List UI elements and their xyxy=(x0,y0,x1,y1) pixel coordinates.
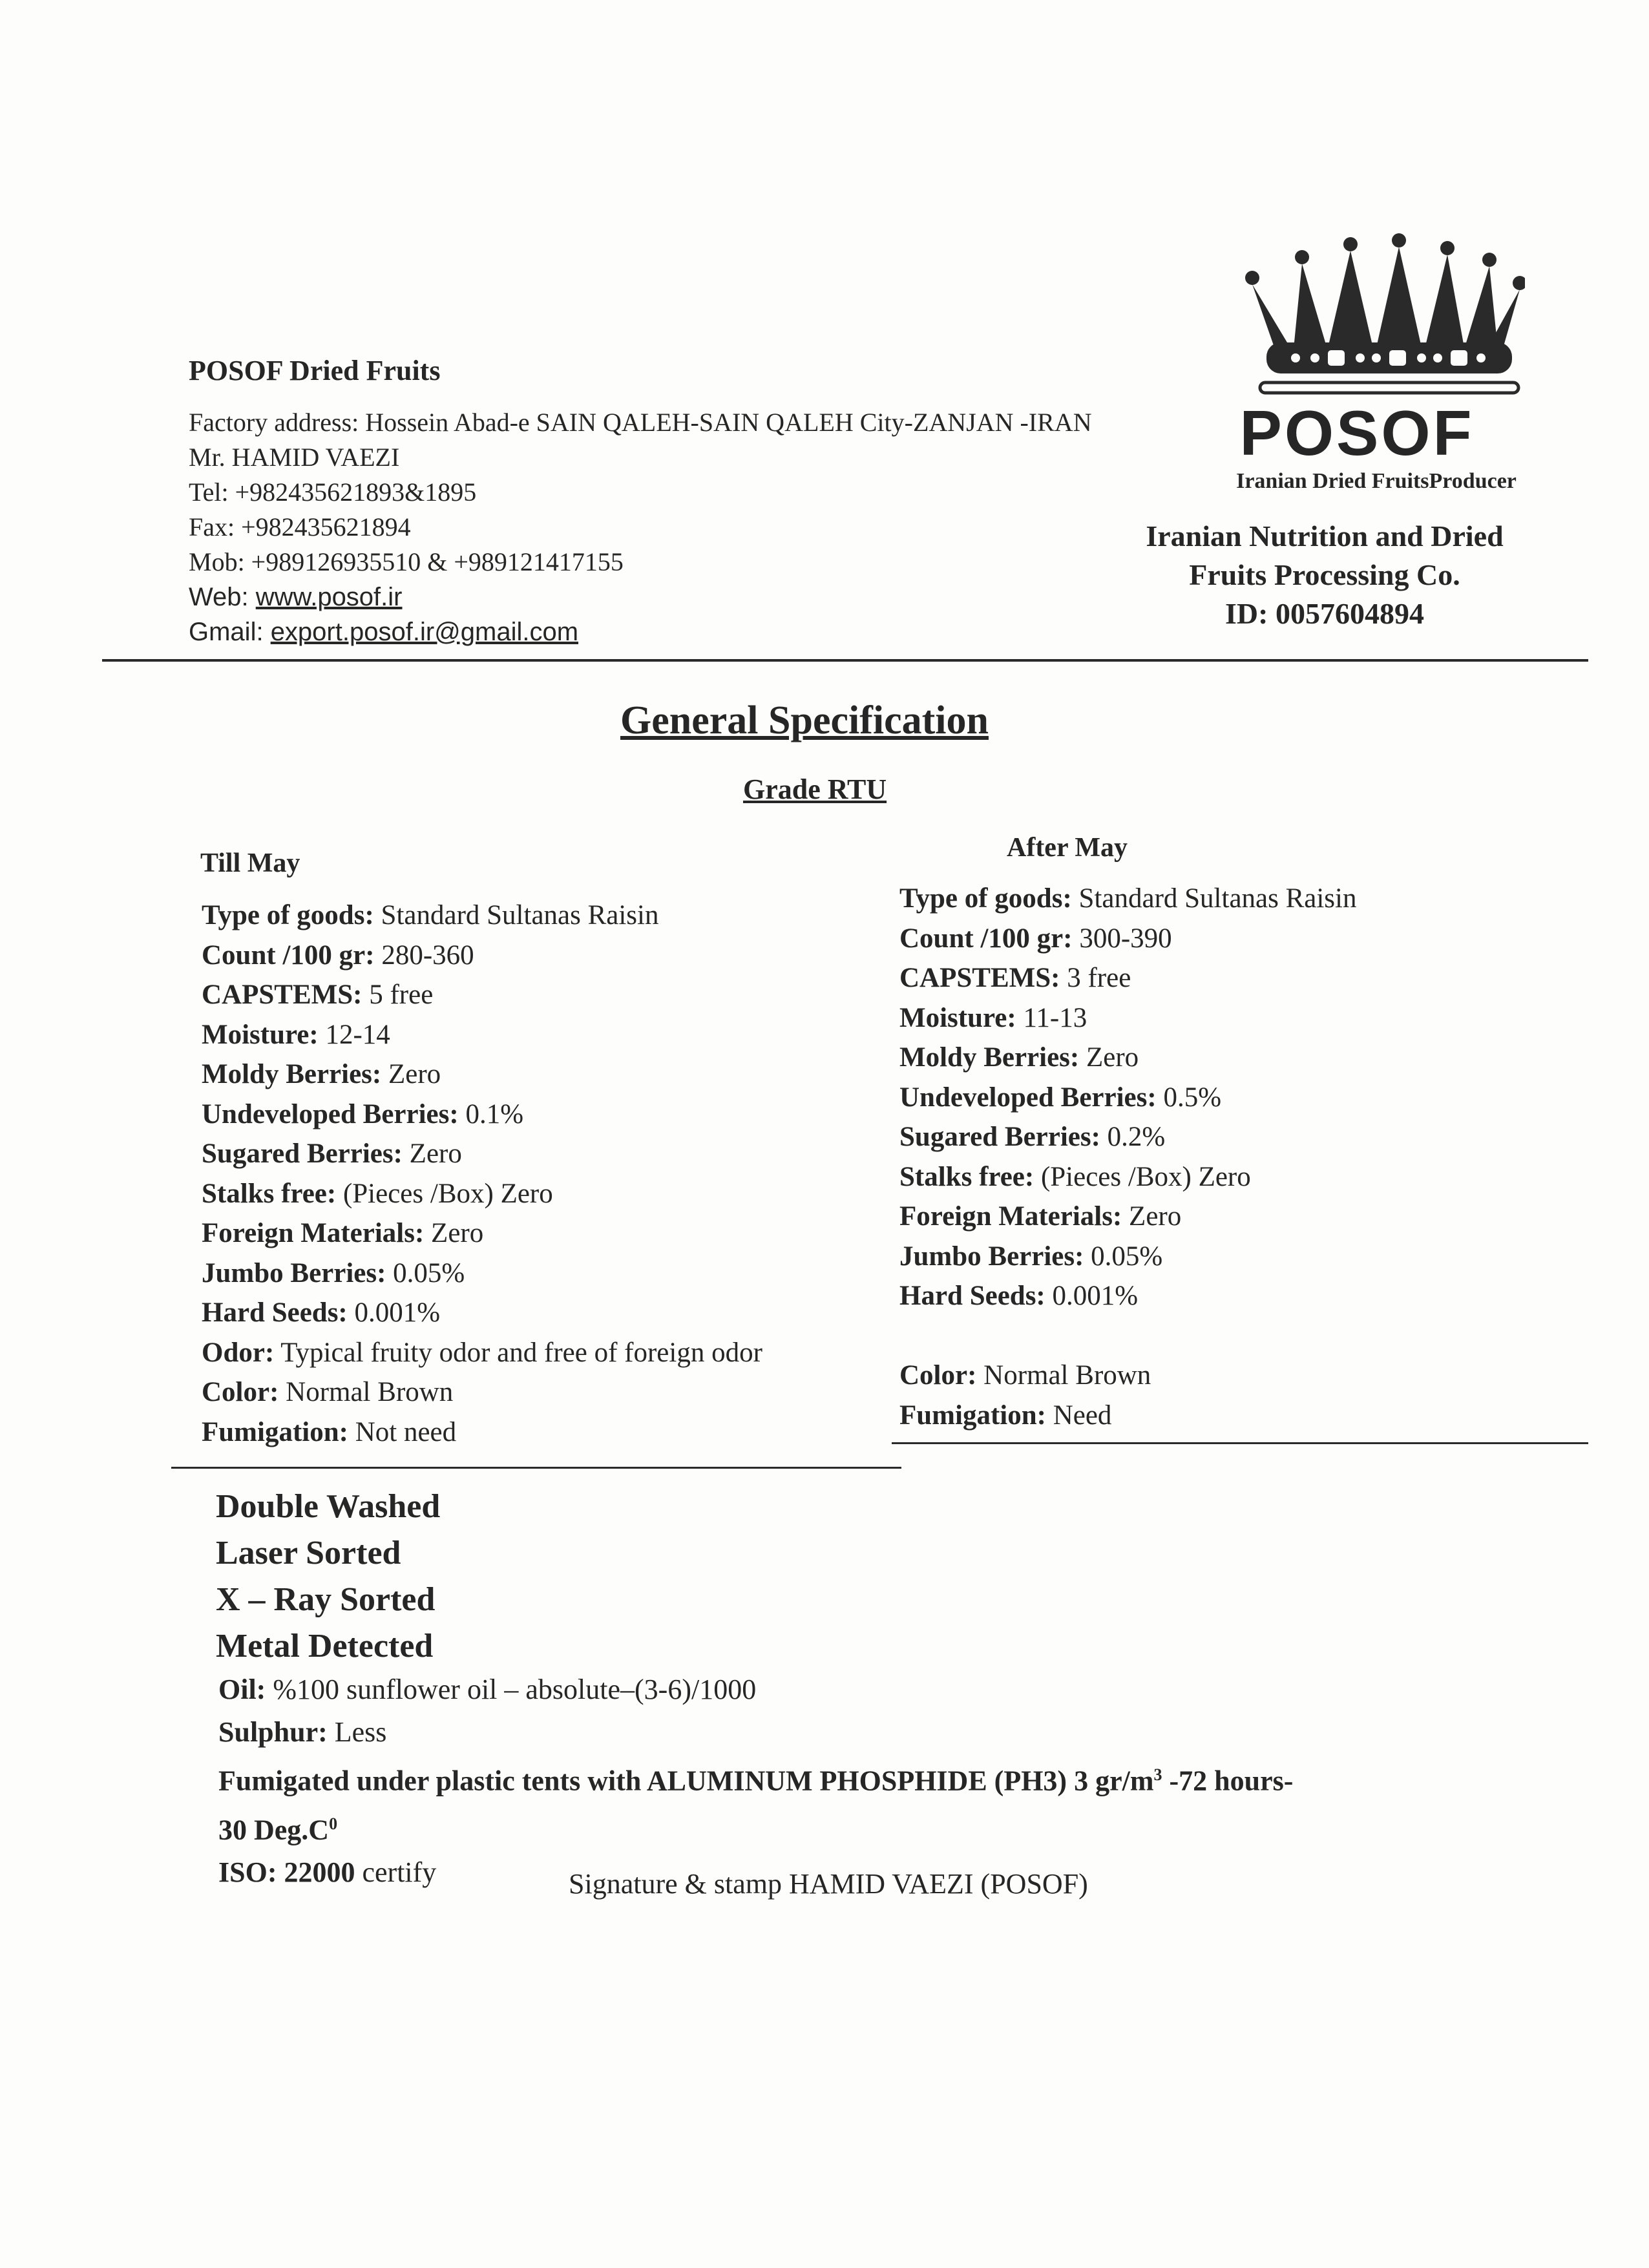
organization-name-line1: Iranian Nutrition and Dried xyxy=(1146,520,1504,552)
spec-row xyxy=(202,1174,762,1214)
spec-row xyxy=(202,1134,762,1174)
company-contact-block xyxy=(189,354,1092,649)
process-item: Laser Sorted xyxy=(216,1535,401,1571)
processing-list xyxy=(216,1484,440,1670)
spec-row xyxy=(202,1293,762,1333)
process-item: Metal Detected xyxy=(216,1628,434,1664)
spec-value: Standard Sultanas Raisin xyxy=(373,900,659,930)
web-line xyxy=(189,580,1092,614)
spec-label: Foreign Materials: xyxy=(202,1218,425,1248)
iso-label: ISO xyxy=(218,1856,268,1889)
spec-row xyxy=(202,1372,762,1412)
spec-label: Stalks free: xyxy=(202,1178,337,1209)
spec-value: Zero xyxy=(1079,1042,1139,1073)
spec-value: 12-14 xyxy=(318,1019,390,1050)
gmail-line xyxy=(189,614,1092,649)
after-may-spec-list xyxy=(899,879,1357,1435)
spec-row xyxy=(202,975,762,1015)
spec-row xyxy=(202,1213,762,1254)
spec-label: Type of goods: xyxy=(899,883,1072,914)
spec-value: 0.001% xyxy=(347,1297,441,1328)
spec-label: Odor: xyxy=(202,1337,275,1368)
spec-value: 5 free xyxy=(362,980,434,1010)
fumigation-superscript: 3 xyxy=(1153,1765,1162,1784)
spec-label: Moldy Berries: xyxy=(899,1042,1080,1073)
crown-icon xyxy=(1241,233,1525,401)
iso-tail: certify xyxy=(355,1856,437,1889)
page-title: General Specification xyxy=(620,698,989,742)
spec-value: Normal Brown xyxy=(976,1360,1151,1391)
spec-divider-left xyxy=(171,1467,901,1469)
spec-label: CAPSTEMS: xyxy=(899,963,1060,993)
spec-label: Count /100 gr: xyxy=(202,940,375,971)
fax: Fax: +982435621894 xyxy=(189,512,411,541)
brand-wordmark: POSOF xyxy=(1239,397,1475,468)
sulphur-row xyxy=(218,1711,1293,1754)
mobile: Mob: +989126935510 & +989121417155 xyxy=(189,547,624,576)
email-link[interactable]: export.posof.ir@gmail.com xyxy=(270,618,579,646)
spec-value: Not need xyxy=(348,1416,457,1447)
iso-value: : 22000 xyxy=(267,1856,355,1889)
spec-row xyxy=(899,1396,1357,1436)
spec-row xyxy=(899,1276,1357,1316)
spec-row xyxy=(899,1237,1357,1277)
spec-value: Normal Brown xyxy=(278,1377,454,1407)
gmail-label: Gmail: xyxy=(189,618,271,646)
spec-value: Zero xyxy=(1122,1201,1182,1232)
spec-value: Standard Sultanas Raisin xyxy=(1071,883,1357,914)
spec-value: 0.05% xyxy=(386,1257,465,1288)
spec-value: 280-360 xyxy=(374,940,474,971)
sulphur-value: Less xyxy=(327,1716,387,1748)
spec-label: Stalks free: xyxy=(899,1161,1035,1192)
after-may-heading: After May xyxy=(1007,833,1128,863)
brand-tagline: Iranian Dried FruitsProducer xyxy=(1236,469,1517,493)
spec-row xyxy=(899,879,1357,919)
organization-id: ID: 0057604894 xyxy=(1225,597,1424,630)
fumigation-text: Fumigated under plastic tents with ALUMINUM PHOSPHIDE (PH3) 3 gr/m xyxy=(218,1765,1154,1797)
fumigation-method xyxy=(218,1754,1293,1803)
spec-row-blank xyxy=(899,1316,1357,1356)
oil-value: %100 sunflower oil – absolute–(3-6)/1000 xyxy=(266,1674,757,1705)
spec-row xyxy=(202,1412,762,1453)
web-label: Web: xyxy=(189,583,256,611)
organization-block xyxy=(1098,517,1551,633)
spec-row xyxy=(899,1356,1357,1396)
telephone: Tel: +982435621893&1895 xyxy=(189,478,477,507)
process-item: Double Washed xyxy=(216,1488,441,1525)
spec-value: (Pieces /Box) Zero xyxy=(1034,1161,1251,1192)
spec-label: Moisture: xyxy=(202,1019,319,1050)
spec-label: Foreign Materials: xyxy=(899,1201,1122,1232)
signature-line: Signature & stamp HAMID VAEZI (POSOF) xyxy=(569,1868,1088,1900)
spec-label: Fumigation: xyxy=(899,1400,1046,1431)
spec-row xyxy=(202,1333,762,1373)
website-link[interactable]: www.posof.ir xyxy=(255,583,403,611)
grade-heading: Grade RTU xyxy=(743,773,887,805)
spec-label: Jumbo Berries: xyxy=(202,1257,386,1288)
spec-value: 3 free xyxy=(1060,963,1131,993)
spec-row xyxy=(202,1254,762,1294)
spec-row xyxy=(899,1038,1357,1078)
spec-label: CAPSTEMS: xyxy=(202,980,362,1010)
spec-label: Moldy Berries: xyxy=(202,1059,382,1089)
spec-value: Zero xyxy=(402,1139,462,1169)
spec-label: Hard Seeds: xyxy=(202,1297,348,1328)
temperature-text: 30 Deg.C xyxy=(218,1814,330,1846)
process-item: X – Ray Sorted xyxy=(216,1581,436,1618)
fumigation-temperature xyxy=(218,1803,1293,1852)
till-may-spec-list xyxy=(202,896,762,1452)
spec-row xyxy=(899,1078,1357,1118)
spec-label: Moisture: xyxy=(899,1002,1016,1033)
spec-value: 0.05% xyxy=(1084,1241,1163,1272)
spec-label: Sugared Berries: xyxy=(899,1122,1100,1152)
fumigation-duration: -72 hours- xyxy=(1162,1765,1294,1797)
spec-row xyxy=(899,1157,1357,1197)
spec-label: Undeveloped Berries: xyxy=(202,1098,459,1129)
spec-row xyxy=(899,998,1357,1038)
spec-row xyxy=(202,936,762,976)
contact-person: Mr. HAMID VAEZI xyxy=(189,443,400,472)
till-may-heading: Till May xyxy=(200,848,300,878)
temperature-superscript: 0 xyxy=(329,1814,338,1833)
spec-value: 0.1% xyxy=(458,1098,524,1129)
spec-row xyxy=(202,1095,762,1135)
spec-value: 0.5% xyxy=(1156,1082,1222,1113)
spec-value: Need xyxy=(1045,1400,1112,1431)
organization-name-line2: Fruits Processing Co. xyxy=(1189,558,1460,591)
spec-value: Zero xyxy=(424,1218,484,1248)
spec-row xyxy=(899,1117,1357,1157)
spec-label: Color: xyxy=(899,1360,977,1391)
spec-row xyxy=(899,919,1357,959)
sulphur-label: Sulphur: xyxy=(218,1716,328,1748)
factory-address: Factory address: Hossein Abad-e SAIN QALEH-SAIN QALEH City-ZANJAN -IRAN xyxy=(189,408,1092,437)
spec-label: Sugared Berries: xyxy=(202,1139,403,1169)
spec-value: (Pieces /Box) Zero xyxy=(336,1178,553,1209)
spec-label: Color: xyxy=(202,1377,279,1407)
spec-row xyxy=(899,1197,1357,1237)
spec-value: 11-13 xyxy=(1016,1002,1087,1033)
spec-row xyxy=(202,1015,762,1055)
spec-value: Zero xyxy=(381,1059,441,1089)
spec-row xyxy=(899,958,1357,998)
oil-row xyxy=(218,1668,1293,1711)
spec-divider-right xyxy=(892,1442,1588,1444)
spec-row xyxy=(202,1055,762,1095)
spec-label: Count /100 gr: xyxy=(899,923,1073,954)
spec-label: Type of goods: xyxy=(202,900,374,930)
spec-label: Fumigation: xyxy=(202,1416,348,1447)
header-divider xyxy=(102,659,1588,662)
spec-value: Typical fruity odor and free of foreign odor xyxy=(274,1337,762,1368)
company-name: POSOF Dried Fruits xyxy=(189,355,441,386)
spec-row xyxy=(202,896,762,936)
spec-label: Jumbo Berries: xyxy=(899,1241,1084,1272)
oil-label: Oil: xyxy=(218,1674,266,1705)
additional-specs xyxy=(218,1668,1293,1894)
posof-logo xyxy=(1215,233,1551,494)
spec-value: 0.001% xyxy=(1045,1281,1139,1311)
spec-label: Hard Seeds: xyxy=(899,1281,1045,1311)
spec-label: Undeveloped Berries: xyxy=(899,1082,1157,1113)
spec-value: 300-390 xyxy=(1072,923,1172,954)
spec-value: 0.2% xyxy=(1100,1122,1166,1152)
